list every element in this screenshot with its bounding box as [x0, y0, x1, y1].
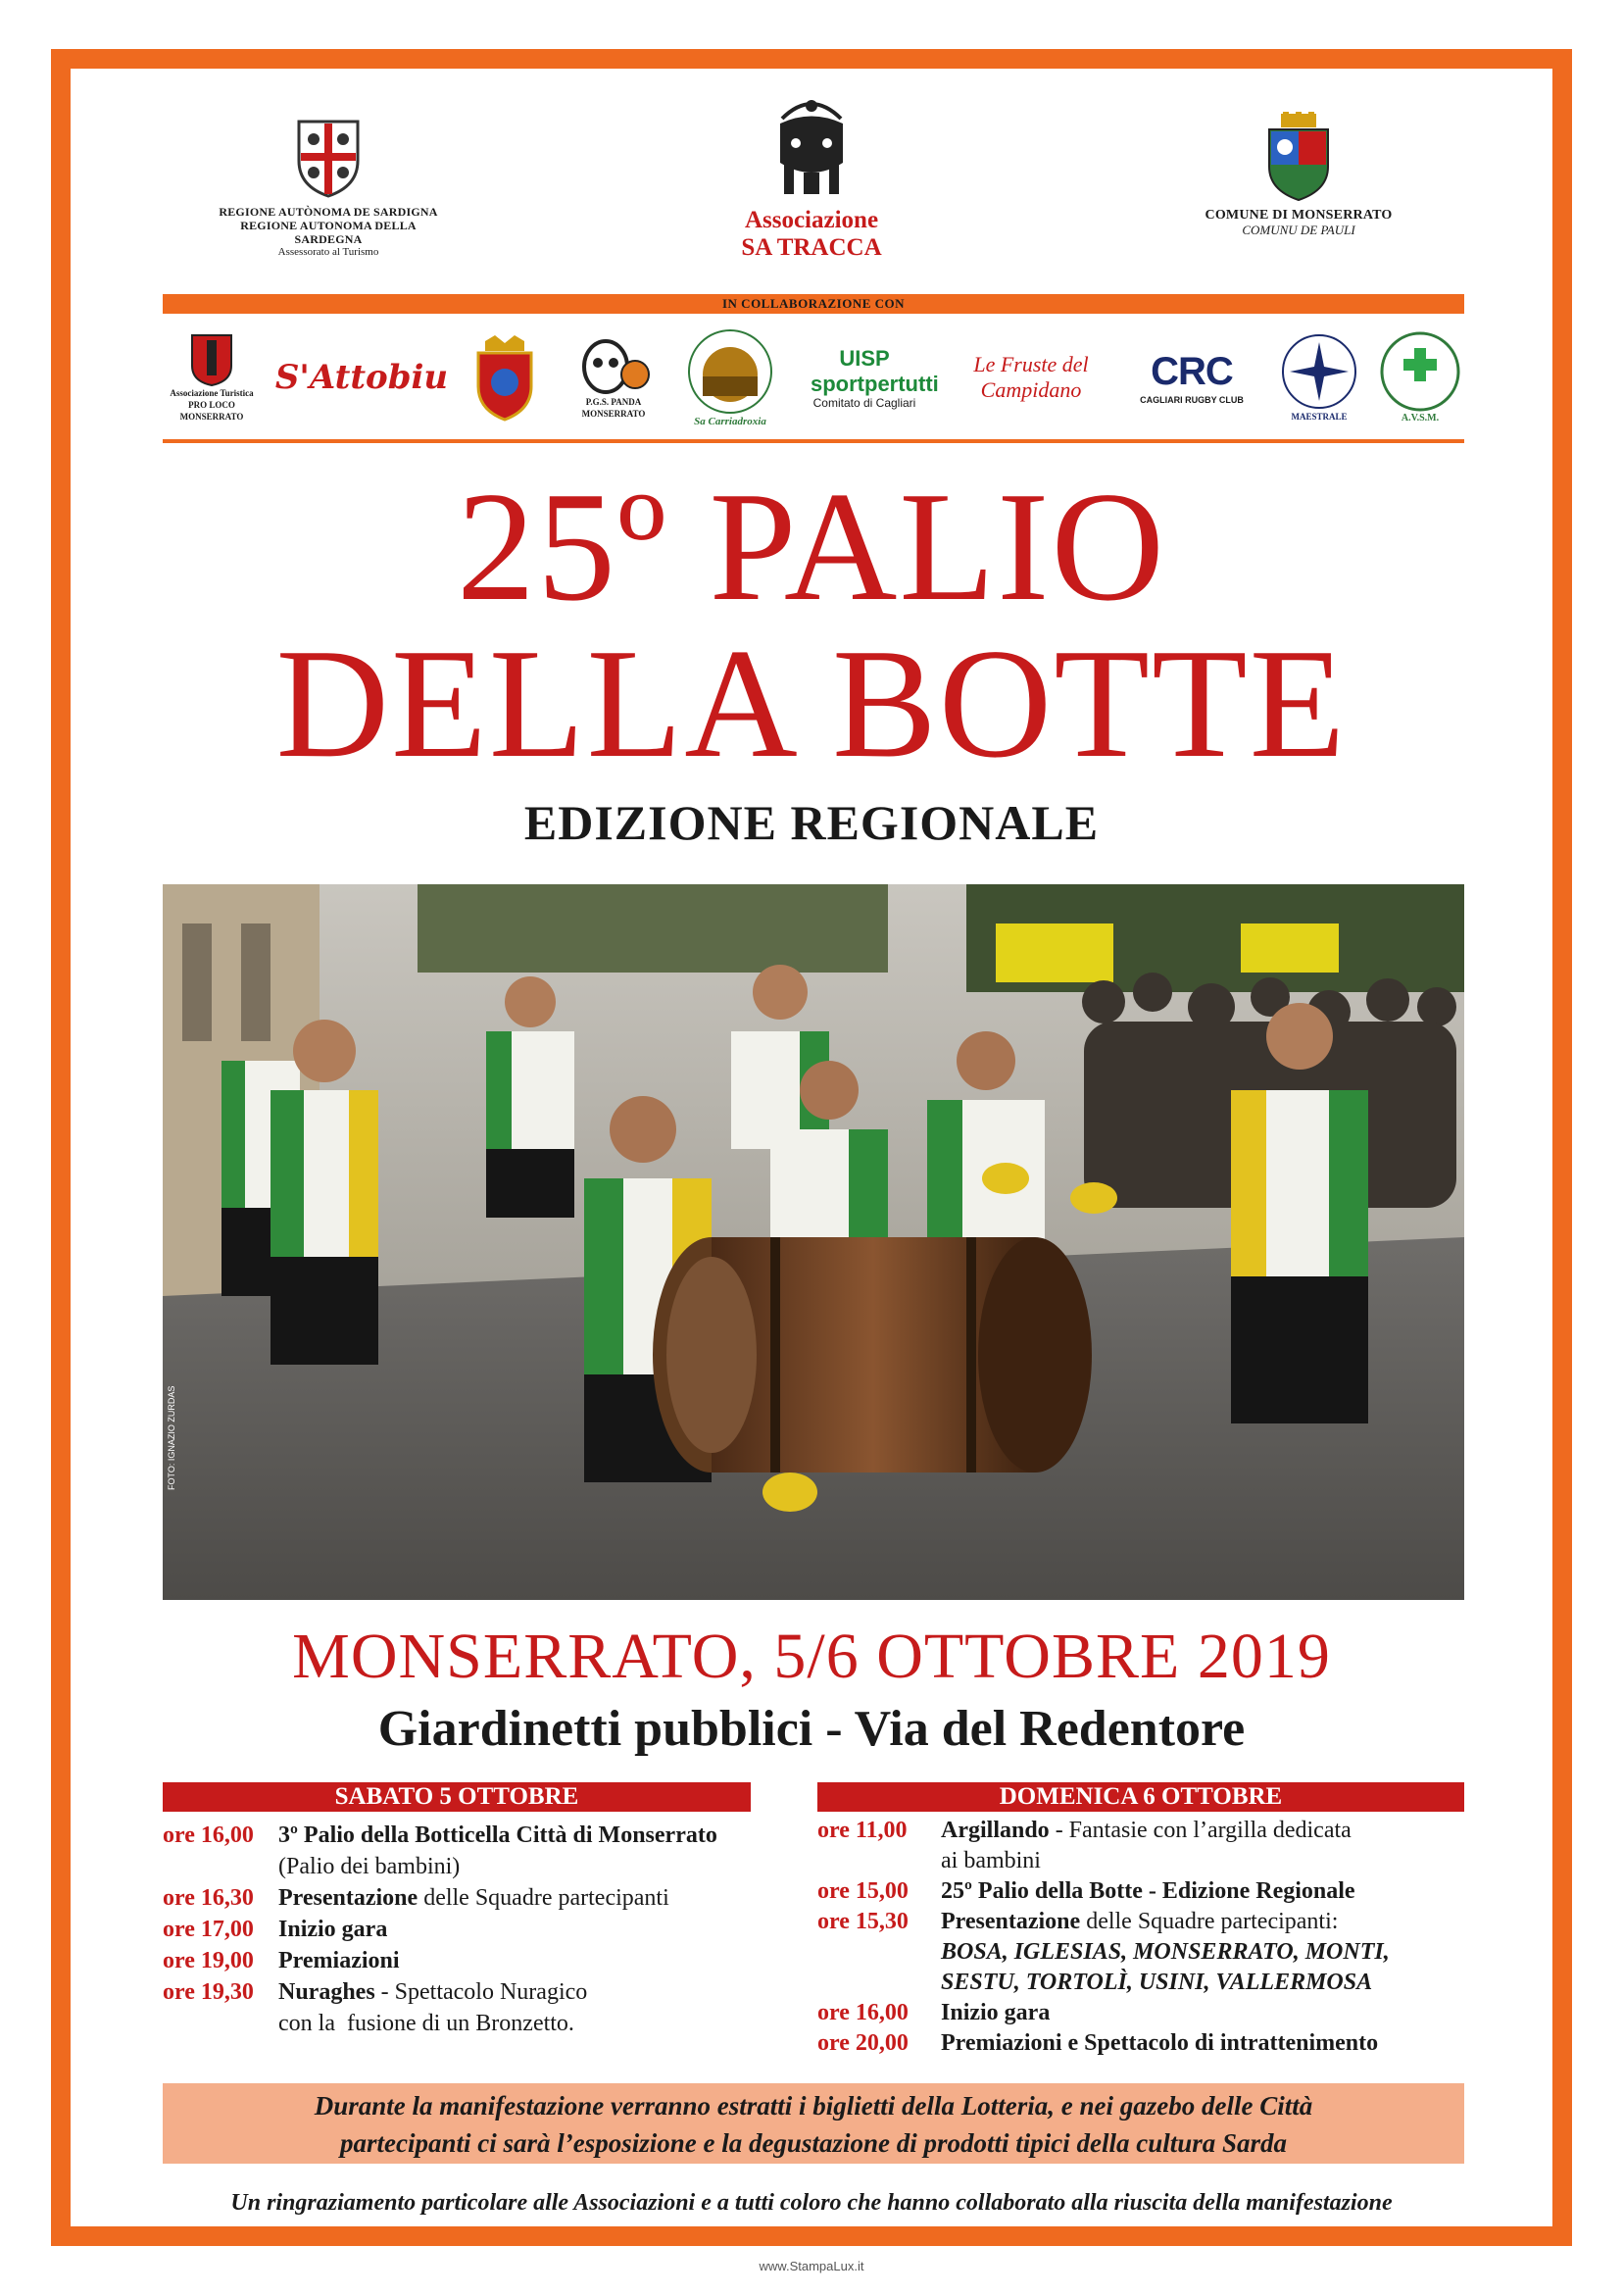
schedule-title: 3º Palio della Botticella Città di Monserrato — [278, 1822, 717, 1848]
collaboration-label: IN COLLABORAZIONE CON — [721, 296, 906, 311]
schedule-time: ore 16,30 — [163, 1885, 254, 1911]
schedule-desc-line2: ai bambini — [941, 1848, 1041, 1873]
partner-avsm — [1376, 324, 1464, 431]
compass-rose-badge-icon — [1280, 332, 1358, 411]
schedule-item — [163, 1976, 770, 2008]
saturday-header: SABATO 5 OTTOBRE — [163, 1782, 751, 1812]
partner-crc-wordmark: CRC — [1151, 349, 1233, 393]
schedule-item-cont — [163, 1851, 770, 1882]
schedule-time: ore 11,00 — [817, 1818, 908, 1843]
poster-subtitle: EDIZIONE REGIONALE — [523, 795, 1100, 850]
schedule-item — [163, 1820, 770, 1851]
partner-panda — [565, 324, 663, 431]
schedule-desc-line2: con la fusione di un Bronzetto. — [278, 2011, 574, 2036]
comune-name: COMUNE DI MONSERRATO — [1205, 208, 1393, 223]
association-logo-block — [704, 94, 919, 262]
photo-credit: FOTO: IGNAZIO ZURDAS — [167, 1385, 176, 1490]
schedule-title: Presentazione — [278, 1885, 418, 1911]
schedule-desc: delle Squadre partecipanti — [418, 1885, 669, 1911]
schedule-desc-line2: (Palio dei bambini) — [278, 1854, 461, 1879]
team-list-line1: BOSA, IGLESIAS, MONSERRATO, MONTI, — [941, 1939, 1390, 1965]
lottery-notice-line1: Durante la manifestazione verranno estratti i biglietti della Lotteria, e nei gazebo delle Città — [314, 2091, 1313, 2121]
schedule-title: 25º Palio della Botte - Edizione Regionale — [941, 1878, 1355, 1904]
partner-pro-loco — [163, 324, 261, 431]
panda-basketball-icon — [574, 335, 653, 396]
sunflower-field-badge-icon — [686, 327, 774, 416]
event-date-location: MONSERRATO, 5/6 OTTOBRE 2019 — [292, 1621, 1331, 1692]
sunday-schedule — [817, 1816, 1474, 2059]
schedule-item — [817, 2028, 1474, 2059]
schedule-time: ore 15,30 — [817, 1909, 909, 1934]
partner-maestrale — [1270, 324, 1368, 431]
schedule-time: ore 16,00 — [163, 1822, 254, 1848]
poster-title-line2: DELLA BOTTE — [275, 616, 1348, 790]
partner-uisp-wordmark: UISP sportpertutti — [811, 346, 939, 396]
schedule-title: Inizio gara — [278, 1917, 388, 1942]
association-name-line2: SA TRACCA — [741, 234, 882, 261]
schedule-desc: delle Squadre partecipanti: — [1080, 1909, 1339, 1934]
lottery-notice — [163, 2083, 1464, 2164]
schedule-title: Argillando — [941, 1818, 1050, 1843]
region-name-sardinian: REGIONE AUTÒNOMA DE SARDIGNA — [219, 205, 438, 219]
region-name-italian: REGIONE AUTONOMA DELLA SARDEGNA — [240, 219, 417, 246]
partner-sattobiu — [274, 324, 449, 431]
green-cross-badge-icon — [1379, 330, 1461, 413]
printer-credit: www.StampaLux.it — [759, 2259, 864, 2273]
schedule-title: Nuraghes — [278, 1979, 375, 2005]
partner-uisp — [796, 324, 939, 431]
monserrato-coat-of-arms-icon — [1259, 112, 1338, 202]
ox-cart-emblem-icon — [762, 94, 861, 202]
sunday-header: DOMENICA 6 OTTOBRE — [817, 1782, 1464, 1812]
region-department: Assessorato al Turismo — [277, 246, 379, 258]
schedule-item — [817, 1998, 1474, 2028]
schedule-item — [163, 1882, 770, 1914]
schedule-title: Premiazioni e Spettacolo di intrattenimento — [941, 2030, 1379, 2056]
partner-panda-caption: P.G.S. PANDA MONSERRATO — [581, 397, 646, 419]
partner-avsm-name: A.V.S.M. — [1401, 413, 1440, 424]
partner-sa-carriadroxia — [676, 324, 784, 431]
schedule-desc: - Spettacolo Nuragico — [374, 1979, 588, 2005]
partner-cagliari-rugby — [1133, 324, 1251, 431]
schedule-time: ore 19,30 — [163, 1979, 254, 2005]
schedule-time: ore 15,00 — [817, 1878, 909, 1904]
race-photo — [163, 884, 1464, 1600]
schedule-time: ore 16,00 — [817, 2000, 909, 2025]
schedule-time: ore 17,00 — [163, 1917, 254, 1942]
poster-title-line1: 25º PALIO — [456, 459, 1166, 633]
schedule-item-cont — [817, 1937, 1474, 1968]
schedule-item-cont — [163, 2008, 770, 2039]
association-name-line1: Associazione — [744, 207, 879, 233]
crowned-crest-icon — [470, 333, 539, 422]
sardinia-coat-of-arms-icon — [289, 116, 368, 200]
pro-loco-shield-icon — [189, 332, 234, 387]
schedule-time: ore 19,00 — [163, 1948, 254, 1973]
event-venue: Giardinetti pubblici - Via del Redentore — [377, 1701, 1246, 1757]
lottery-notice-line2: partecipanti ci sarà l’esposizione e la degustazione di prodotti tipici della cultura Sarda — [339, 2128, 1288, 2158]
partner-sattobiu-wordmark: S'Attobiu — [274, 358, 449, 397]
schedule-item — [817, 1816, 1474, 1846]
schedule-item — [817, 1876, 1474, 1907]
collaboration-bottom-strip — [163, 439, 1464, 443]
comune-name-sardinian: COMUNU DE PAULI — [1242, 223, 1355, 237]
partner-sa-carriadroxia-name: Sa Carriadroxia — [694, 416, 766, 427]
schedule-item-cont — [817, 1968, 1474, 1998]
team-list-line2: SESTU, TORTOLÌ, USINI, VALLERMOSA — [941, 1970, 1373, 1995]
saturday-schedule — [163, 1820, 770, 2039]
comune-logo-block — [1186, 112, 1411, 236]
region-logo-block — [206, 116, 451, 259]
thanks-note: Un ringraziamento particolare alle Associazioni e a tutti coloro che hanno collaborato alla riuscita della manifestazione — [230, 2190, 1393, 2216]
partner-fruste-wordmark: Le Fruste del Campidano — [973, 352, 1089, 402]
partner-cagliari-rugby-caption: CAGLIARI RUGBY CLUB — [1140, 394, 1244, 405]
schedule-item — [163, 1914, 770, 1945]
partner-fruste — [953, 324, 1109, 431]
partner-maestrale-caption: MAESTRALE — [1291, 412, 1348, 422]
schedule-item — [163, 1945, 770, 1976]
schedule-title: Inizio gara — [941, 2000, 1051, 2025]
schedule-desc: - Fantasie con l’argilla dedicata — [1049, 1818, 1352, 1843]
partner-crest — [461, 324, 549, 431]
schedule-title: Presentazione — [941, 1909, 1081, 1934]
schedule-time: ore 20,00 — [817, 2030, 909, 2056]
schedule-title: Premiazioni — [278, 1948, 400, 1973]
schedule-item-cont — [817, 1846, 1474, 1876]
schedule-item — [817, 1907, 1474, 1937]
barrel-race-illustration — [163, 884, 1464, 1600]
partner-pro-loco-caption: Associazione Turistica PRO LOCO MONSERRATO — [170, 388, 254, 422]
partner-uisp-caption: Comitato di Cagliari — [812, 396, 916, 410]
